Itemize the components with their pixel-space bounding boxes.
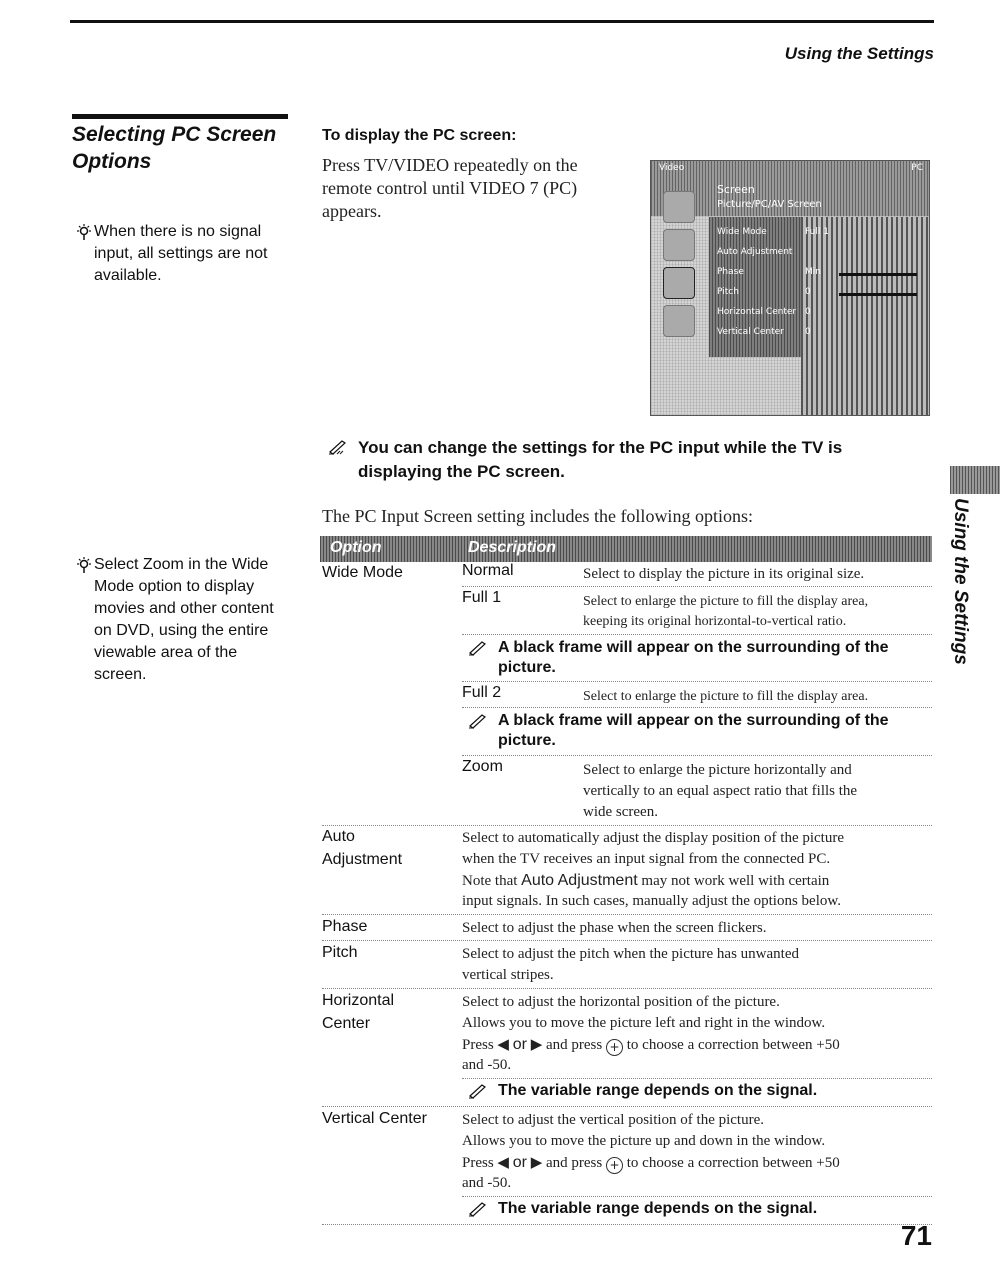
note-variable-range-vertical (468, 1199, 928, 1219)
option-auto-adjustment-line1: Auto (322, 828, 355, 845)
menu-sound-icon (663, 229, 695, 261)
tip-bulb-icon (76, 223, 92, 241)
note-text: A black frame will appear on the surrounding of the picture. (498, 639, 889, 676)
menu-row-value: 0 (805, 307, 811, 317)
enter-button-icon: + (606, 1039, 623, 1056)
right-arrow-icon: ▶ (530, 1037, 543, 1053)
section-rule (72, 114, 288, 119)
row-divider (322, 825, 932, 826)
tip-no-signal (76, 221, 286, 287)
note-pencil-icon (468, 1201, 488, 1217)
row-divider (462, 586, 932, 587)
option-horizontal-center-line2: Center (322, 1015, 371, 1032)
row-divider (322, 940, 932, 941)
right-arrow-icon: ▶ (530, 1155, 543, 1171)
menu-tab-pc: PC (911, 163, 923, 173)
menu-row-label: Phase (717, 267, 744, 277)
suboption-full2: Full 2 (462, 684, 502, 701)
menu-values-panel (801, 217, 929, 415)
note-variable-range-horizontal (468, 1081, 928, 1101)
menu-icon-column (663, 181, 697, 411)
row-divider (322, 1106, 932, 1107)
tip-zoom (76, 554, 286, 686)
desc-full1-line1: Select to enlarge the picture to fill the display area, (583, 594, 869, 609)
note-text: You can change the settings for the PC input while the TV is displaying the PC screen. (358, 438, 843, 481)
row-divider (462, 1078, 932, 1079)
row-divider (322, 988, 932, 989)
tip-text: Select Zoom in the Wide Mode option to display movies and other content on DVD, using the entire viewable area of the screen. (94, 556, 274, 683)
desc-vertical-line3: Press ◀ or ▶ and press + to choose a correction between +50 (462, 1154, 840, 1172)
desc-normal: Select to display the picture in its original size. (583, 566, 865, 582)
chapter-side-tab (950, 466, 1000, 494)
desc-auto-line4: input signals. In such cases, manually adjust the options below. (462, 893, 841, 909)
note-pencil-icon (468, 713, 488, 729)
menu-row-value: 0 (805, 287, 811, 297)
desc-full1-line2: keeping its original horizontal-to-vertical ratio. (583, 614, 847, 629)
menu-subheading: Picture/PC/AV Screen (717, 199, 822, 210)
desc-auto-line3: Note that Auto Adjustment may not work well with certain (462, 872, 830, 889)
row-divider (462, 681, 932, 682)
tip-text: When there is no signal input, all settings are not available. (94, 223, 268, 284)
menu-row-value: Full 1 (805, 227, 829, 237)
menu-row-label: Horizontal Center (717, 307, 797, 317)
desc-pitch-line1: Select to adjust the pitch when the picture has unwanted (462, 946, 799, 962)
note-pencil-icon (328, 439, 348, 455)
menu-tab-video: Video (659, 163, 685, 173)
page-number: 71 (900, 1220, 932, 1251)
enter-button-icon: + (606, 1157, 623, 1174)
desc-zoom-line1: Select to enlarge the picture horizontally and (583, 762, 852, 778)
tv-menu-screenshot (650, 160, 930, 416)
menu-row-label: Wide Mode (717, 227, 767, 237)
menu-row-value: Min (805, 267, 821, 277)
desc-zoom-line3: wide screen. (583, 804, 658, 820)
option-auto-adjustment-line2: Adjustment (322, 851, 403, 868)
table-header (320, 536, 932, 562)
menu-setup-icon (663, 305, 695, 337)
menu-row-label: Pitch (717, 287, 739, 297)
menu-row-label: Auto Adjustment (717, 247, 793, 257)
menu-picture-icon (663, 191, 695, 223)
desc-vertical-line1: Select to adjust the vertical position of the picture. (462, 1112, 764, 1128)
option-phase: Phase (322, 918, 368, 935)
table-intro: The PC Input Screen setting includes the following options: (322, 506, 753, 526)
column-header-description: Description (468, 539, 557, 556)
option-vertical-center: Vertical Center (322, 1110, 427, 1127)
row-divider (462, 634, 932, 635)
desc-full2: Select to enlarge the picture to fill the display area. (583, 689, 869, 704)
column-header-option: Option (330, 539, 382, 556)
suboption-normal: Normal (462, 562, 514, 579)
note-black-frame-full1 (468, 638, 928, 678)
row-divider (462, 707, 932, 708)
procedure-heading: To display the PC screen: (322, 127, 517, 144)
menu-row-label: Vertical Center (717, 327, 784, 337)
top-rule (70, 20, 934, 23)
suboption-full1: Full 1 (462, 589, 502, 606)
menu-screen-icon (663, 267, 695, 299)
row-divider (322, 914, 932, 915)
note-pc-settings (328, 436, 888, 484)
desc-horizontal-line3: Press ◀ or ▶ and press + to choose a correction between +50 (462, 1036, 840, 1054)
option-wide-mode: Wide Mode (322, 564, 403, 581)
menu-heading: Screen (717, 183, 755, 196)
running-header: Using the Settings (784, 44, 934, 63)
option-pitch: Pitch (322, 944, 358, 961)
desc-auto-line2: when the TV receives an input signal from the connected PC. (462, 851, 831, 867)
tip-bulb-icon (76, 556, 92, 574)
chapter-side-label: Using the Settings (950, 498, 971, 665)
note-text: The variable range depends on the signal. (498, 1082, 818, 1099)
menu-row-value: 0 (805, 327, 811, 337)
left-arrow-icon: ◀ (497, 1155, 509, 1171)
desc-zoom-line2: vertically to an equal aspect ratio that fills the (583, 783, 858, 799)
menu-slider-phase (839, 273, 917, 276)
section-title: Selecting PC Screen Options (72, 123, 277, 173)
row-divider (322, 1224, 932, 1225)
menu-slider-pitch (839, 293, 917, 296)
row-divider (462, 755, 932, 756)
desc-horizontal-line2: Allows you to move the picture left and right in the window. (462, 1015, 826, 1031)
note-pencil-icon (468, 1083, 488, 1099)
desc-horizontal-line1: Select to adjust the horizontal position of the picture. (462, 994, 780, 1010)
procedure-text: Press TV/VIDEO repeatedly on the remote control until VIDEO 7 (PC) appears. (322, 155, 578, 221)
note-black-frame-full2 (468, 711, 928, 751)
note-text: The variable range depends on the signal. (498, 1200, 818, 1217)
desc-horizontal-line4: and -50. (462, 1057, 512, 1073)
row-divider (462, 1196, 932, 1197)
note-pencil-icon (468, 640, 488, 656)
option-horizontal-center-line1: Horizontal (322, 992, 395, 1009)
desc-vertical-line4: and -50. (462, 1175, 512, 1191)
inline-auto-adjustment: Auto Adjustment (521, 872, 638, 889)
suboption-zoom: Zoom (462, 758, 503, 775)
desc-auto-line1: Select to automatically adjust the display position of the picture (462, 830, 844, 846)
desc-phase: Select to adjust the phase when the screen flickers. (462, 920, 767, 936)
desc-pitch-line2: vertical stripes. (462, 967, 554, 983)
note-text: A black frame will appear on the surrounding of the picture. (498, 712, 889, 749)
desc-vertical-line2: Allows you to move the picture up and down in the window. (462, 1133, 826, 1149)
left-arrow-icon: ◀ (497, 1037, 509, 1053)
